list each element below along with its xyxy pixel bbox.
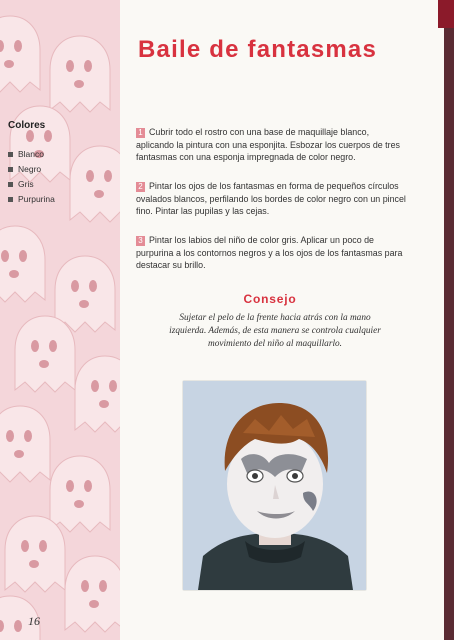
color-label: Blanco (18, 149, 44, 159)
step-3 (136, 234, 408, 272)
child-portrait-illustration (183, 381, 366, 590)
step-text: Pintar los labios del niño de color gris. Aplicar un poco de purpurina a los contornos negros y a los ojos de los fantasmas para destacar su brillo. (136, 235, 403, 271)
color-item (8, 162, 116, 177)
step-number-badge: 1 (136, 128, 145, 138)
bullet-icon (8, 197, 13, 202)
step-2 (136, 180, 408, 218)
bullet-icon (8, 152, 13, 157)
tip-title: Consejo (243, 292, 297, 306)
color-item (8, 177, 116, 192)
tip-text: Sujetar el pelo de la frente hacia atrás con la mano izquierda. Además, de esta manera se controla cualquier movimiento del niño al maquillarlo. (169, 313, 381, 349)
color-item (8, 192, 116, 207)
step-text: Cubrir todo el rostro con una base de maquillaje blanco, aplicando la pintura con una esponjita. Esbozar los cuerpos de tres fantasmas con una esponja impregnada de color negro. (136, 127, 400, 163)
step-number-badge: 3 (136, 236, 145, 246)
page-edge (444, 0, 454, 640)
child-face-paint-photo (183, 381, 366, 590)
colors-box (8, 120, 116, 207)
step-1 (136, 126, 408, 164)
page-edge-accent (438, 0, 454, 28)
color-label: Gris (18, 179, 34, 189)
ghost-pattern-illustration (0, 0, 120, 640)
color-label: Negro (18, 164, 42, 174)
colors-title: Colores (8, 120, 46, 131)
bullet-icon (8, 182, 13, 187)
color-item (8, 147, 116, 162)
ghost-pattern-sidebar (0, 0, 120, 640)
color-label: Purpurina (18, 194, 55, 204)
step-number-badge: 2 (136, 182, 145, 192)
step-text: Pintar los ojos de los fantasmas en forma de pequeños círculos ovalados blancos, perfilando los bordes de color negro con un pincel fino. Pintar las pupilas y las cejas. (136, 181, 406, 217)
page-title: Baile de fantasmas (138, 36, 378, 63)
bullet-icon (8, 167, 13, 172)
page-number: 16 (28, 614, 40, 628)
